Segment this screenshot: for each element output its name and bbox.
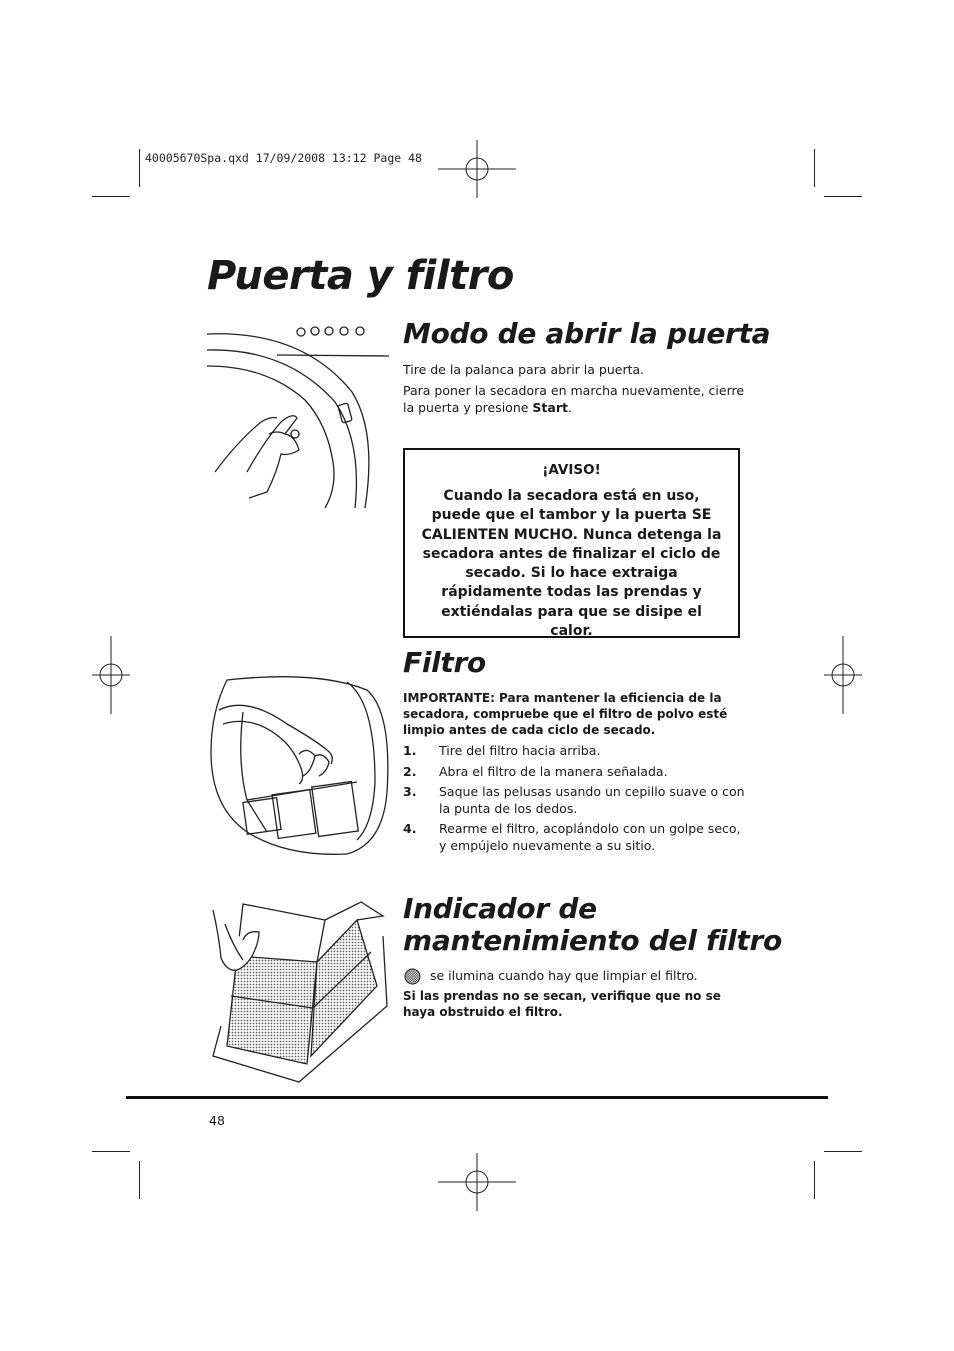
door-opening-illustration	[207, 322, 392, 508]
list-item: 1. Tire del filtro hacia arriba.	[403, 743, 601, 758]
footer-rule	[126, 1096, 828, 1099]
start-label: Start	[532, 399, 568, 415]
filter-heading: Filtro	[403, 646, 486, 679]
door-heading: Modo de abrir la puerta	[403, 317, 771, 350]
warning-text: Cuando la secadora está en uso, puede que el tambor y la puerta SE CALIENTEN MUCHO. Nunca detenga la secadora antes de finalizar el ciclo de secado. Si lo hace extraiga rápidamente todas las prendas y extiéndalas para que se disipe el calor.	[421, 488, 722, 640]
registration-mark-top	[438, 140, 516, 198]
registration-mark-left	[92, 636, 130, 714]
indicator-description: se ilumina cuando hay que limpiar el filtro.	[430, 968, 698, 983]
door-instruction-1: Tire de la palanca para abrir la puerta.	[403, 362, 645, 377]
filter-important-note: IMPORTANTE: Para mantener la eficiencia de la secadora, compruebe que el filtro de polvo esté limpio antes de cada ciclo de secado.	[403, 691, 728, 737]
list-item: 2. Abra el filtro de la manera señalada.	[403, 763, 668, 779]
slug-line: 40005670Spa.qxd 17/09/2008 13:12 Page 48	[145, 151, 422, 165]
warning-title: ¡AVISO!	[542, 462, 601, 478]
page-title: Puerta y filtro	[207, 253, 514, 299]
list-item: 4. Rearme el filtro, acoplándolo con un golpe seco, y empújelo nuevamente a su sitio.	[403, 821, 741, 853]
registration-mark-right	[824, 636, 862, 714]
filter-cleaning-illustration	[207, 896, 392, 1081]
list-item: 3. Saque las pelusas usando un cepillo suave o con la punta de los dedos.	[403, 784, 745, 816]
indicator-heading: Indicador de mantenimiento del filtro	[403, 892, 782, 958]
door-instruction-2: Para poner la secadora en marcha nuevamente, cierre la puerta y presione Start.	[403, 383, 745, 415]
filter-removal-illustration	[207, 672, 392, 857]
indicator-note: Si las prendas no se secan, verifique que no se haya obstruido el filtro.	[403, 989, 721, 1019]
warning-box	[403, 448, 740, 638]
filter-steps	[403, 743, 748, 858]
page-number: 48	[209, 1113, 225, 1128]
filter-indicator-icon	[404, 968, 421, 985]
registration-mark-bottom	[438, 1153, 516, 1211]
